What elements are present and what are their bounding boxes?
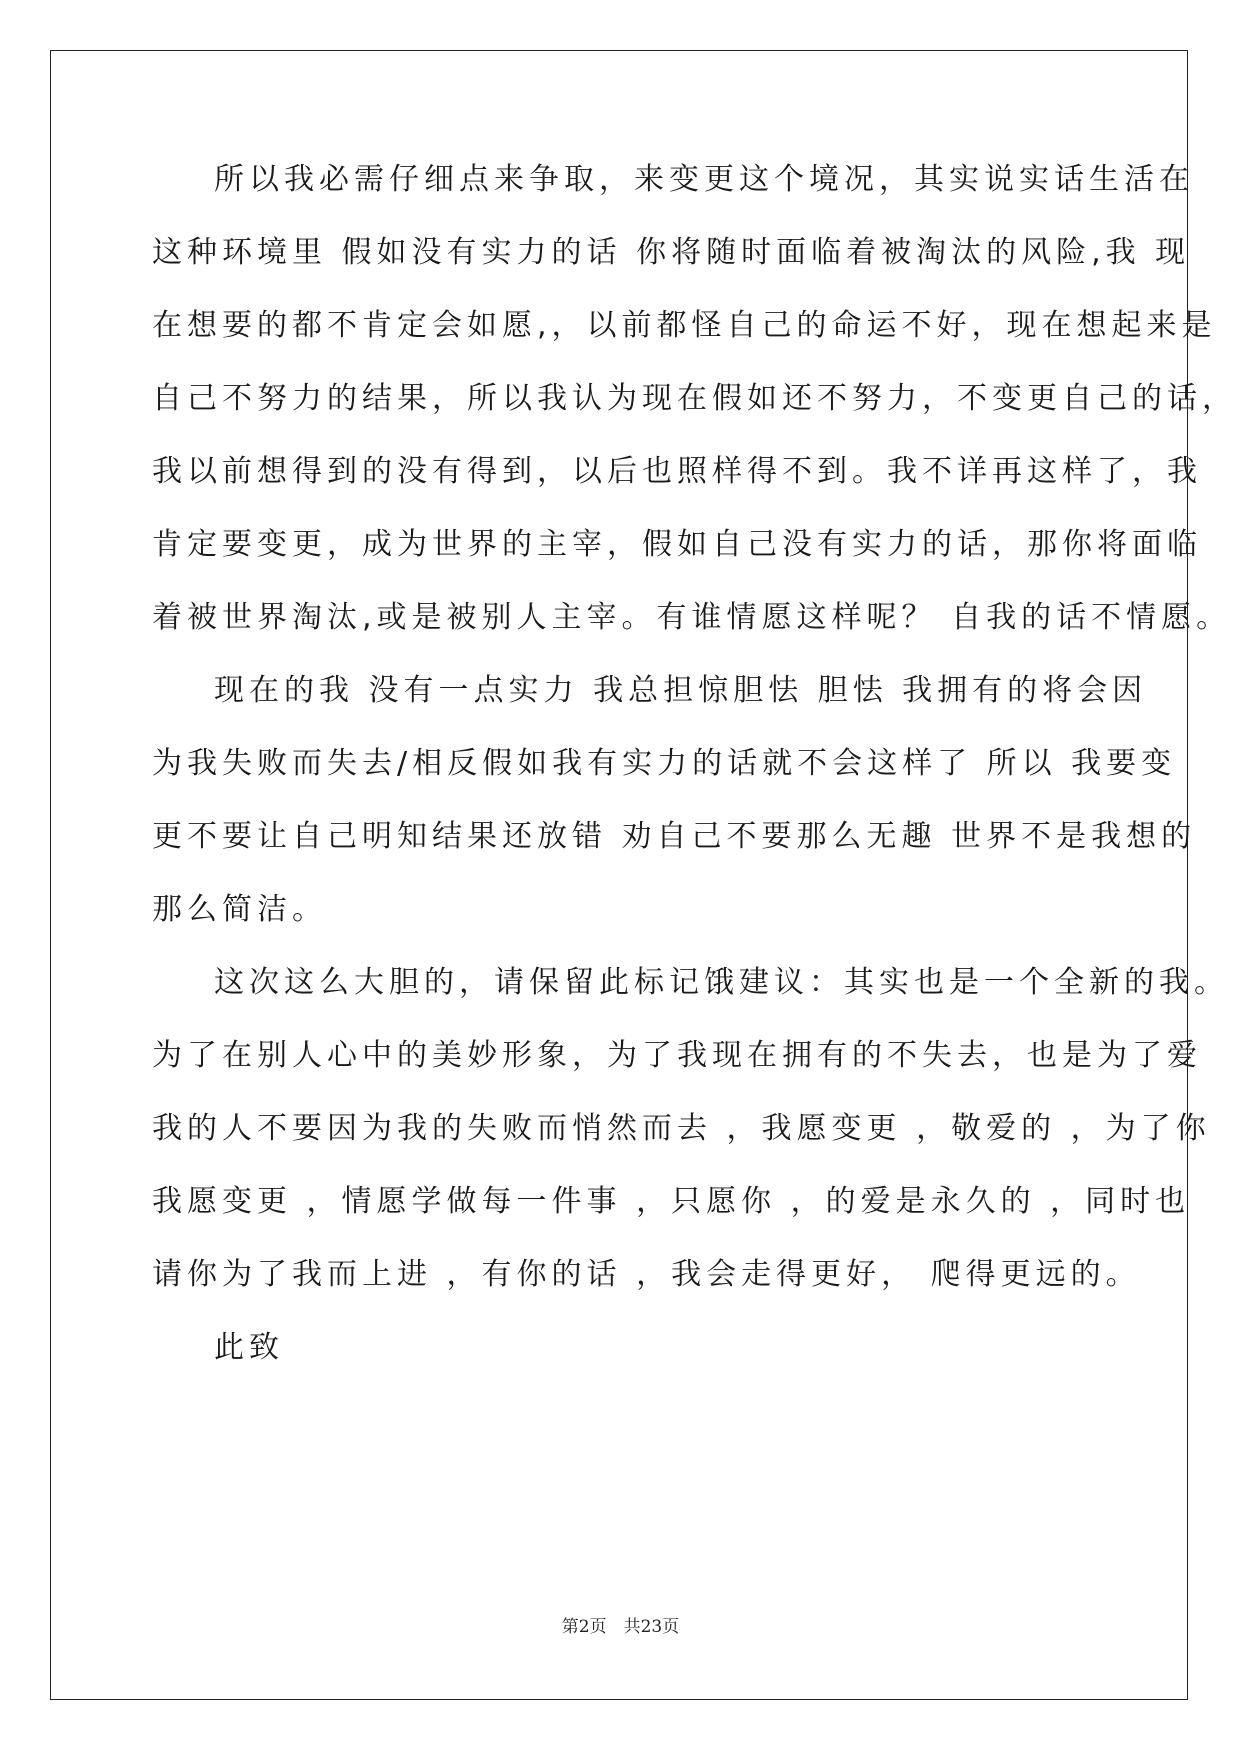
text-line: 我的人不要因为我的失败而悄然而去 ，我愿变更 ，敬爱的 ，为了你 [152,1111,1211,1146]
text-line: 这种环境里 假如没有实力的话 你将随时面临着被淘汰的风险,我 现 [152,235,1191,270]
text-line: 请你为了我而上进 ，有你的话 ，我会走得更好， 爬得更远的。 [152,1257,1141,1292]
text-line: 现在的我 没有一点实力 我总担惊胆怯 胆怯 我拥有的将会因 [214,673,1148,708]
text-line: 所以我必需仔细点来争取，来变更这个境况，其实说实话生活在 [214,162,1194,197]
text-line: 更不要让自己明知结果还放错 劝自己不要那么无趣 世界不是我想的 [152,819,1197,854]
text-line: 着被世界淘汰,或是被别人主宰。有谁情愿这样呢？ 自我的话不情愿。 [152,600,1232,635]
text-line: 我愿变更 ，情愿学做每一件事 ，只愿你 ，的爱是永久的 ，同时也 [152,1184,1191,1219]
text-line: 肯定要变更，成为世界的主宰，假如自己没有实力的话，那你将面临 [152,527,1202,562]
closing-salutation: 此致 [214,1330,284,1365]
text-line: 那么简洁。 [152,892,327,927]
text-line: 自己不努力的结果，所以我认为现在假如还不努力，不变更自己的话， [152,381,1237,416]
page-number-footer: 第2页 共23页 [561,1617,680,1637]
text-line: 这次这么大胆的，请保留此标记饿建议：其实也是一个全新的我。 [214,965,1229,1000]
text-line: 我以前想得到的没有得到，以后也照样得不到。我不详再这样了，我 [152,454,1202,489]
page-border [50,50,1191,1700]
text-line: 为我失败而失去/相反假如我有实力的话就不会这样了 所以 我要变 [152,746,1177,781]
text-line: 在想要的都不肯定会如愿,，以前都怪自己的命运不好，现在想起来是 [152,308,1217,343]
text-line: 为了在别人心中的美妙形象，为了我现在拥有的不失去，也是为了爱 [152,1038,1202,1073]
